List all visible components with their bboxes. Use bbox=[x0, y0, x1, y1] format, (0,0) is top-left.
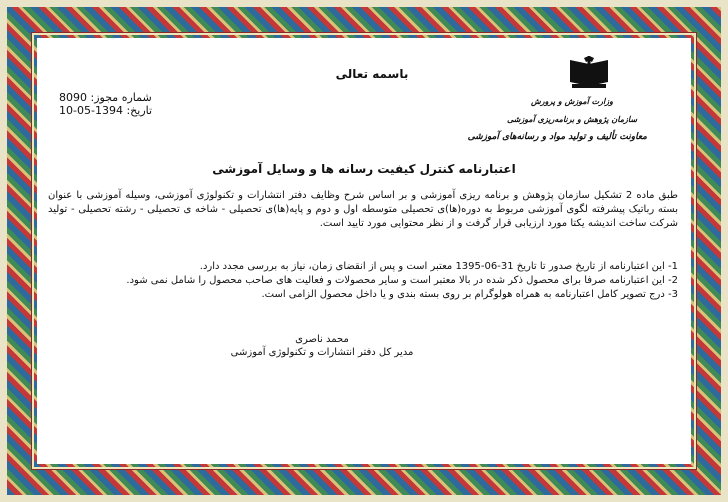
permit-date bbox=[59, 104, 152, 117]
body-paragraph: طبق ماده 2 تشکیل سازمان پژوهش و برنامه ریزی آموزشی و بر اساس شرح وظایف دفتر انتشارات و تکنولوژی آموزشی، وسیله آموزشی با عنوان بسته رباتیک پیشرفته لگوی آموزشی مربوط به دوره(ها)ی تحصیلی متوسطه اول و دوم و پایه(ها)ی تحصیلی - شاخه ی تحصیلی - رشته تحصیلی - تولید شرکت ساخت اندیشه یکتا مورد ارزیابی قرار گرفت و از نظر محتوایی مورد تایید است. bbox=[48, 190, 678, 229]
condition-item: 3- درج تصویر کامل اعتبارنامه به همراه هولوگرام بر روی بسته بندی و یا داخل محصول الزامی است. bbox=[261, 289, 678, 300]
book-emblem-icon bbox=[568, 56, 610, 90]
conditions-list bbox=[48, 260, 678, 302]
permit-number bbox=[59, 91, 152, 104]
ministry-logo bbox=[467, 56, 647, 156]
permit-number-value: 8090 bbox=[59, 91, 87, 104]
condition-item: 2- این اعتبارنامه صرفا برای محصول ذکر شده در بالا معتبر است و سایر محصولات و فعالیت های صاحب محصول را شامل نمی شود. bbox=[126, 275, 678, 286]
certificate-title: اعتبارنامه کنترل کیفیت رسانه ها و وسایل آموزشی bbox=[212, 162, 516, 176]
permit-date-label: تاریخ: bbox=[126, 104, 153, 117]
signer-title: مدیر کل دفتر انتشارات و تکنولوژی آموزشی bbox=[230, 347, 414, 358]
permit-number-label: شماره مجوز: bbox=[90, 91, 152, 104]
signer-name: محمد ناصری bbox=[295, 334, 349, 345]
certificate-page bbox=[37, 38, 691, 464]
condition-item: 1- این اعتبارنامه از تاریخ صدور تا تاریخ 31-06-1395 معتبر است و پس از انقضای زمان، نیاز به بررسی مجدد دارد. bbox=[199, 261, 678, 272]
logo-text-line1: وزارت آموزش و پرورش bbox=[531, 96, 613, 106]
heading-basmeh: باسمه تعالی bbox=[335, 67, 409, 81]
logo-text-line2: سازمان پژوهش و برنامه‌ریزی آموزشی bbox=[506, 114, 638, 124]
logo-text-line3: معاونت تألیف و تولید مواد و رسانه‌های آموزشی bbox=[467, 132, 647, 142]
permit-date-value: 1394-05-10 bbox=[59, 104, 123, 117]
